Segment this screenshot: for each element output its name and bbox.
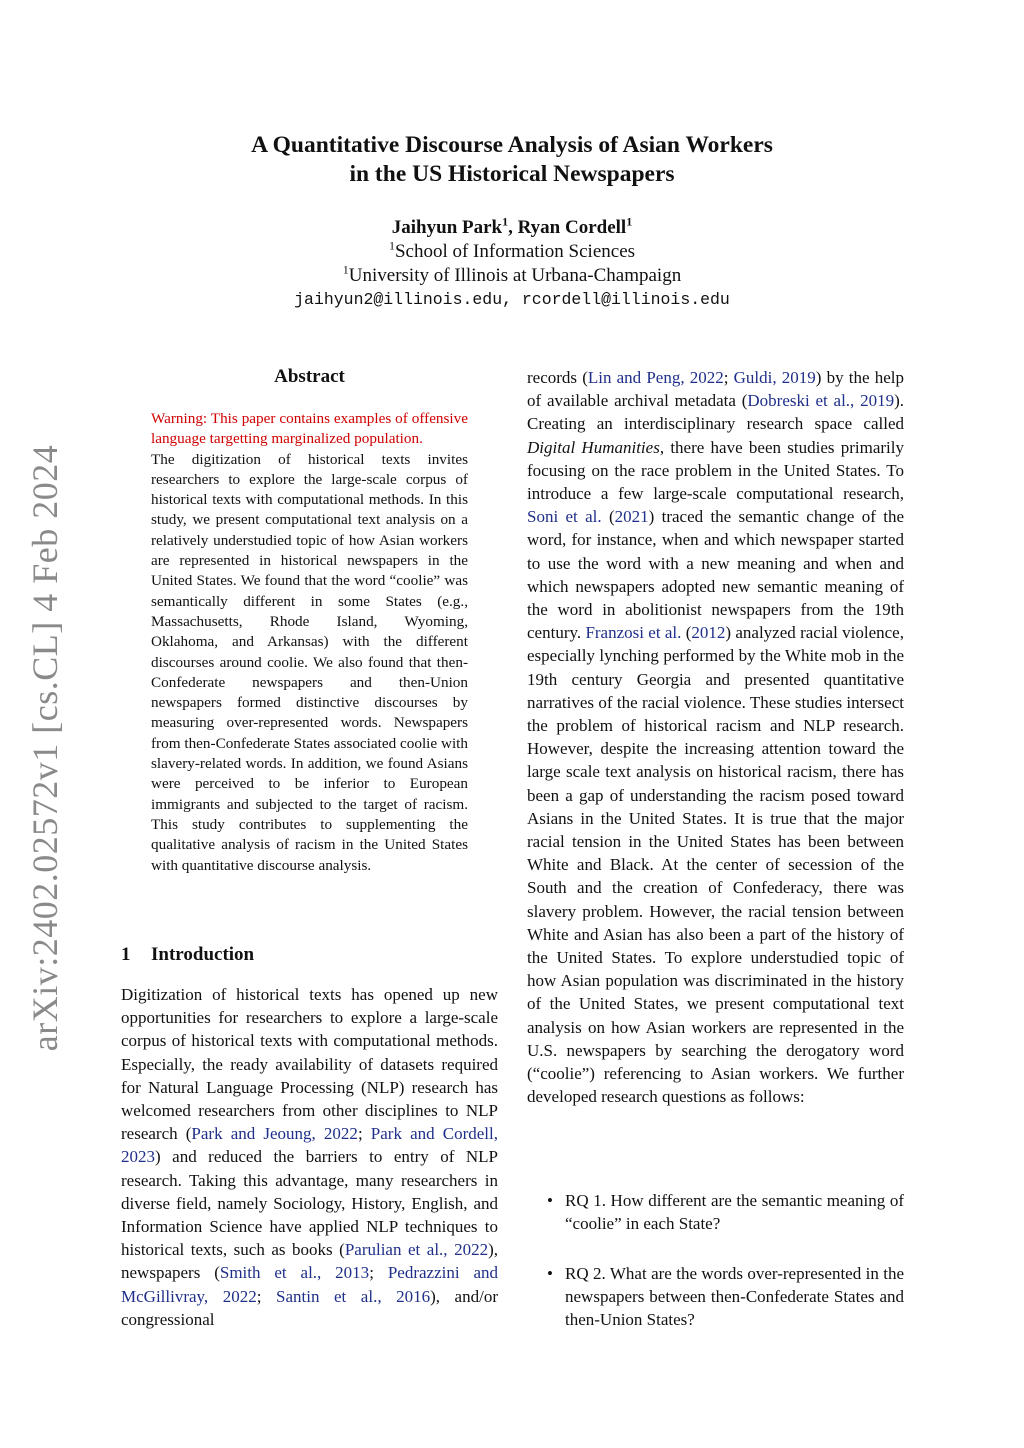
- author-names: [0, 216, 1024, 240]
- citation-link[interactable]: Dobreski et al., 2019: [747, 391, 895, 411]
- section-number: 1: [121, 944, 131, 965]
- citation-link[interactable]: Franzosi et al.: [585, 623, 682, 643]
- abstract-body: [151, 409, 468, 876]
- affiliation-2-sup: 1: [342, 262, 349, 277]
- citation-link[interactable]: Park and Cordell, 2023: [121, 1124, 499, 1167]
- right-text-6: ) traced the semantic change of the word, for instance, when and which newspaper started to use the word with a new meaning and when and which newspapers adopted new semantic meaning of the word in abolitionist newspapers from the 19th century.: [527, 507, 905, 643]
- citation-link[interactable]: Smith et al., 2013: [219, 1263, 370, 1283]
- right-text-4: , there have been studies primarily focusing on the race problem in the United States. To introduce a few large-scale computational research,: [527, 437, 904, 504]
- author-2: Ryan Cordell: [517, 217, 627, 238]
- affiliation-1-text: School of Information Sciences: [394, 241, 636, 262]
- citation-link[interactable]: 2021: [614, 507, 649, 527]
- abstract-text: The digitization of historical texts invites researchers to explore the large-scale corpus of historical texts with computational methods. In this study, we present computational text analysis on a relatively understudied topic of how Asian workers are represented in historical newspapers in the United States. We found that the word “coolie” was semantically different in some States (e.g., Massachusetts, Rhode Island, Wyoming, Oklahoma, and Arkansas) with the different discourses around coolie. We also found that then-Confederate newspapers and then-Union newspapers formed distinctive discourses by measuring over-represented words. Newspapers from then-Confederate States associated coolie with slavery-related words. In addition, we found Asians were perceived to be inferior to European immigrants and subjected to the target of racism. This study contributes to supplementing the qualitative analysis of racism in the United States with quantitative discourse analysis.: [151, 450, 468, 874]
- intro-text-3: ), newspapers (: [121, 1240, 498, 1283]
- author-1-sup: 1: [502, 214, 509, 229]
- content-warning: Warning: This paper contains examples of offensive language targetting marginalized population.: [151, 410, 468, 448]
- citation-link[interactable]: 2012: [691, 623, 726, 643]
- right-text-1: records (: [527, 368, 588, 387]
- right-text-2: ) by the help of available archival metadata (: [527, 368, 904, 411]
- intro-text-4: ), and/or congressional: [121, 1286, 498, 1329]
- author-block: [0, 216, 1024, 312]
- right-text-5: (: [601, 507, 615, 527]
- author-separator: ,: [508, 217, 518, 238]
- research-question-text: RQ 2. What are the words over-represented in the newspapers between then-Confederate States and then-Union States?: [565, 1264, 904, 1330]
- affiliation-1: [0, 240, 1024, 264]
- section-heading-introduction: [121, 944, 254, 966]
- title-line-2: in the US Historical Newspapers: [349, 161, 675, 187]
- citation-link[interactable]: Soni et al.: [527, 507, 602, 527]
- author-1: Jaihyun Park: [391, 217, 503, 238]
- right-text-8: ) analyzed racial violence, especially lynching performed by the White mob in the 19th century Georgia and presented quantitative narratives of the racial violence. These studies intersect the problem of historical racism and NLP research. However, despite the increasing attention toward the large scale text analysis on historical racism, there has been a gap of understanding the racism posed toward Asians in the United States. It is true that the major racial tension in the United States has been between White and Black. At the center of secession of the South and the creation of Confederacy, there was slavery problem. However, the racial tension between White and Asian has also been a part of the history of the United States. To explore understudied topic of how Asian population was discriminated in the history of the United States, we present computational text analysis on how Asian workers are represented in the U.S. newspapers by searching the derogatory word (“coolie”) referencing to Asian workers. We further developed research questions as follows:: [527, 623, 904, 1107]
- right-column-paragraph: [527, 366, 904, 1109]
- citation-link[interactable]: Pedrazzini and McGillivray, 2022: [121, 1263, 498, 1306]
- right-column-text: [527, 366, 904, 1109]
- affiliation-2: [0, 264, 1024, 288]
- bullet-icon: •: [547, 1191, 553, 1210]
- citation-sep: ;: [357, 1124, 371, 1144]
- section-title: Introduction: [151, 944, 255, 965]
- paper-title: [0, 131, 1024, 189]
- affiliation-1-sup: 1: [388, 238, 395, 253]
- bullet-icon: •: [547, 1264, 553, 1283]
- citation-link[interactable]: Park and Jeoung, 2022: [191, 1124, 358, 1144]
- research-question-2: [547, 1262, 904, 1332]
- author-2-sup: 1: [626, 214, 633, 229]
- citation-link[interactable]: Guldi, 2019: [733, 368, 816, 387]
- emphasis-term: Digital Humanities: [527, 437, 660, 457]
- citation-link[interactable]: Parulian et al., 2022: [344, 1240, 489, 1260]
- citation-sep: ;: [256, 1286, 276, 1306]
- arxiv-identifier-text: arXiv:2402.02572v1 [cs.CL] 4 Feb 2024: [25, 444, 65, 1052]
- author-emails: jaihyun2@illinois.edu, rcordell@illinois.edu: [294, 290, 730, 309]
- citation-link[interactable]: Lin and Peng, 2022: [587, 368, 724, 387]
- right-text-7: (: [681, 623, 692, 643]
- introduction-text: [121, 983, 498, 1331]
- research-question-1: [547, 1189, 904, 1235]
- intro-text-2: ) and reduced the barriers to entry of NLP research. Taking this advantage, many researchers in diverse field, namely Sociology, History, English, and Information Science have applied NLP techniques to historical texts, such as books (: [121, 1147, 498, 1260]
- citation-sep: ;: [369, 1263, 388, 1283]
- citation-link[interactable]: Santin et al., 2016: [276, 1286, 431, 1306]
- research-question-text: RQ 1. How different are the semantic meaning of “coolie” in each State?: [565, 1191, 904, 1234]
- intro-text-1: Digitization of historical texts has opened up new opportunities for researchers to explore a large-scale corpus of historical texts with computational methods. Especially, the ready availability of datasets required for Natural Language Processing (NLP) research has welcomed researchers from other disciplines to NLP research (: [121, 985, 498, 1144]
- title-line-1: A Quantitative Discourse Analysis of Asian Workers: [251, 132, 773, 158]
- abstract-heading: Abstract: [274, 366, 345, 387]
- affiliation-2-text: University of Illinois at Urbana-Champaign: [348, 265, 682, 286]
- introduction-paragraph: [121, 983, 498, 1331]
- citation-sep: ;: [723, 368, 734, 387]
- right-text-3: ). Creating an interdisciplinary research space called: [527, 391, 905, 434]
